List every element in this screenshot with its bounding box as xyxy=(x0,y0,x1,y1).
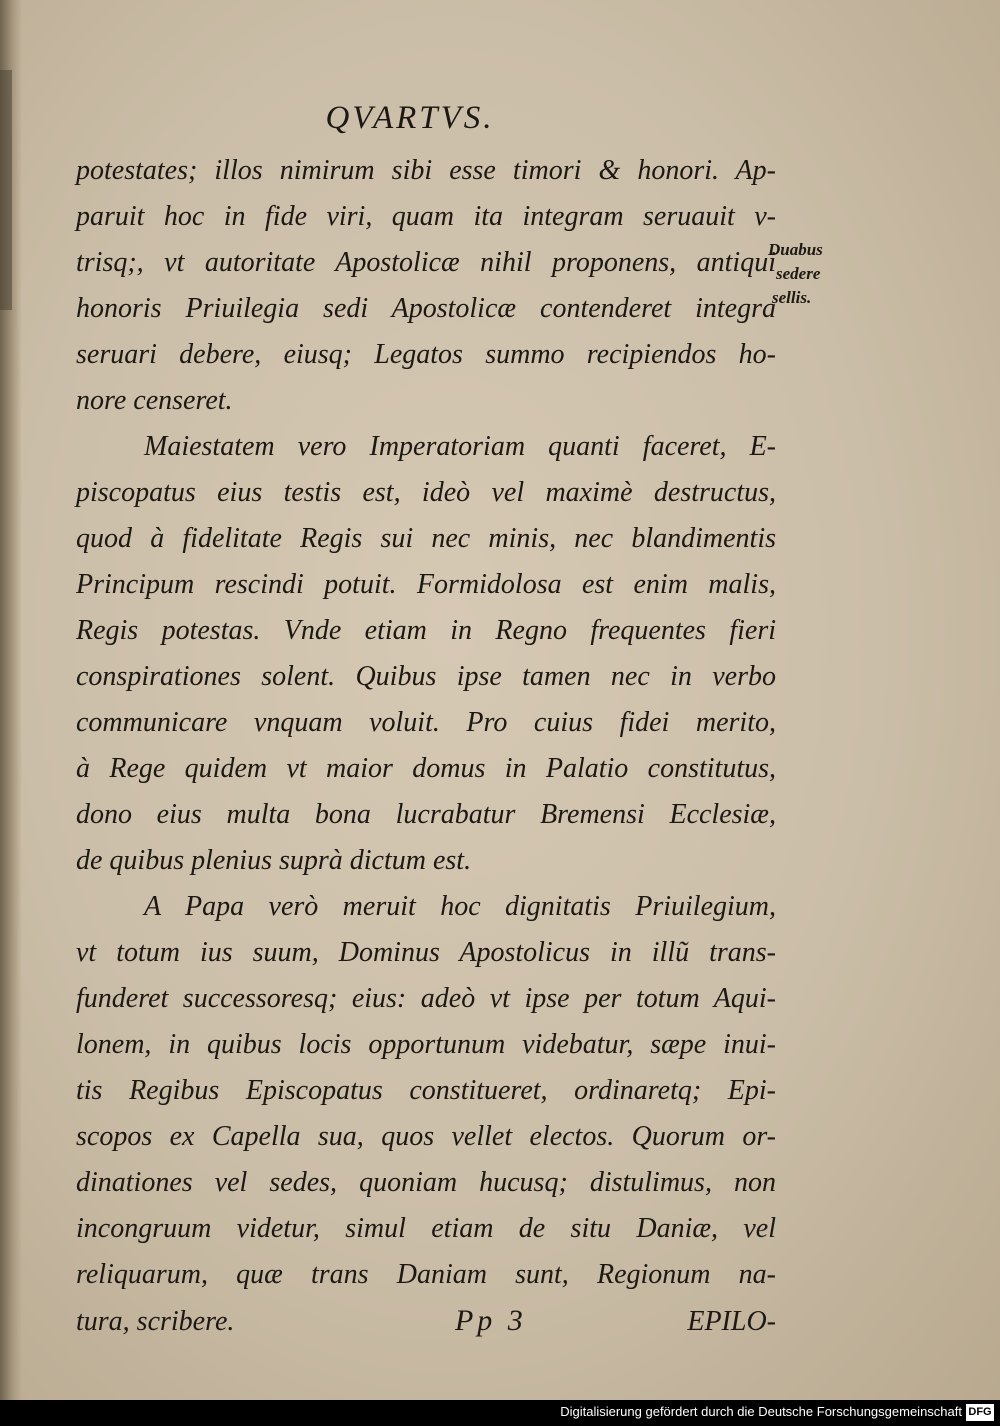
binding-stain xyxy=(0,70,12,310)
digitization-credit: Digitalisierung gefördert durch die Deutsche Forschungsgemeinschaft xyxy=(560,1404,962,1419)
text-line: quod à fidelitate Regis sui nec minis, nec blandimentis xyxy=(76,523,776,554)
final-text-line: tura, scribere. xyxy=(76,1306,235,1337)
text-line: dinationes vel sedes, quoniam hucusq; distulimus, non xyxy=(76,1167,776,1198)
text-line: potestates; illos nimirum sibi esse timori & honori. Ap- xyxy=(76,155,776,186)
marginal-note-line: sellis. xyxy=(772,288,812,307)
text-line: reliquarum, quæ trans Daniam sunt, Regionum na- xyxy=(76,1259,776,1290)
marginal-note-line: sedere xyxy=(776,264,821,283)
text-line: communicare vnquam voluit. Pro cuius fidei merito, xyxy=(76,707,776,738)
text-line: funderet successoresq; eius: adeò vt ipse per totum Aqui- xyxy=(76,983,776,1014)
page-foot-line xyxy=(76,1298,776,1344)
body-text xyxy=(76,148,776,1344)
marginal-note xyxy=(768,238,848,310)
text-line: trisq;, vt autoritate Apostolicæ nihil proponens, antiqui xyxy=(76,247,776,278)
signature-mark: Pp 3 xyxy=(454,1304,527,1337)
text-line: honoris Priuilegia sedi Apostolicæ contenderet integra xyxy=(76,293,776,324)
running-head: QVARTVS. xyxy=(325,100,495,136)
text-line: scopos ex Capella sua, quos vellet electos. Quorum or- xyxy=(76,1121,776,1152)
dfg-logo: DFG xyxy=(966,1404,994,1421)
text-line: à Rege quidem vt maior domus in Palatio constitutus, xyxy=(76,753,776,784)
text-line: Regis potestas. Vnde etiam in Regno frequentes fieri xyxy=(76,615,776,646)
text-line: incongruum videtur, simul etiam de situ Daniæ, vel xyxy=(76,1213,776,1244)
text-line: Principum rescindi potuit. Formidolosa est enim malis, xyxy=(76,569,776,600)
text-line: seruari debere, eiusq; Legatos summo recipiendos ho- xyxy=(76,339,776,370)
text-line: conspirationes solent. Quibus ipse tamen nec in verbo xyxy=(76,661,776,692)
text-line: Maiestatem vero Imperatoriam quanti faceret, E- xyxy=(144,431,776,462)
text-line: dono eius multa bona lucrabatur Bremensi Ecclesiæ, xyxy=(76,799,776,830)
text-line: piscopatus eius testis est, ideò vel maximè destructus, xyxy=(76,477,776,508)
text-line: de quibus plenius suprà dictum est. xyxy=(76,845,472,876)
catchword: EPILO- xyxy=(687,1306,776,1337)
text-line: nore censeret. xyxy=(76,385,233,416)
text-line: vt totum ius suum, Dominus Apostolicus in illũ trans- xyxy=(76,937,776,968)
text-line: paruit hoc in fide viri, quam ita integram seruauit v- xyxy=(76,201,776,232)
text-line: A Papa verò meruit hoc dignitatis Priuilegium, xyxy=(144,891,776,922)
text-line: lonem, in quibus locis opportunum videbatur, sæpe inui- xyxy=(76,1029,776,1060)
text-line: tis Regibus Episcopatus constitueret, ordinaretq; Epi- xyxy=(76,1075,776,1106)
marginal-note-line: Duabus xyxy=(768,240,823,259)
